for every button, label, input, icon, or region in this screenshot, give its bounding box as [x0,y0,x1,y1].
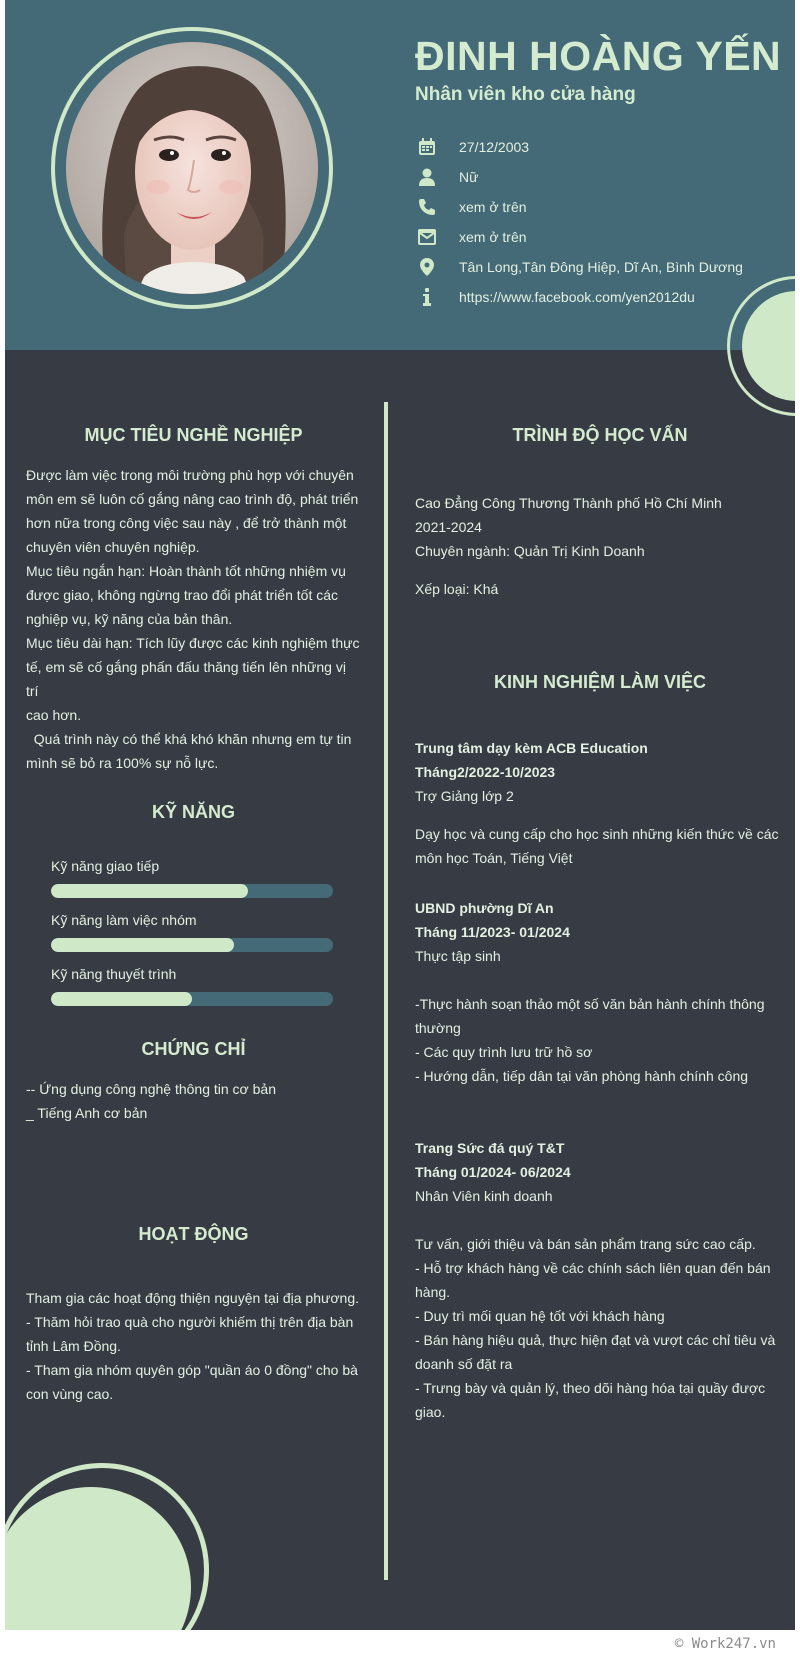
skill-bar-fill [51,938,234,952]
candidate-role: Nhân viên kho cửa hàng [415,84,636,105]
contact-item-facebook [415,282,743,312]
text-line: Tham gia các hoạt động thiện nguyện tại địa phương. [26,1290,359,1306]
column-divider [384,402,388,1580]
job-period: Tháng2/2022-10/2023 [415,764,556,780]
contact-item-address [415,252,743,282]
text-line: tỉnh Lâm Đồng. [26,1338,121,1354]
info-icon [415,287,439,307]
job-detail: hàng. [415,1284,451,1300]
contact-phone: xem ở trên [459,199,527,215]
job-company: UBND phường Dĩ An [415,900,554,916]
skill-bar-fill [51,992,192,1006]
phone-icon [415,197,439,217]
candidate-name: ĐINH HOÀNG YẾN [415,33,782,79]
education-block [415,491,785,601]
skill-bar [51,992,333,1006]
education-major: Chuyên ngành: Quản Trị Kinh Doanh [415,543,645,559]
objective-text [26,463,361,775]
education-grade: Xếp loại: Khá [415,581,499,597]
job-detail: - Bán hàng hiệu quả, thực hiện đạt và vượt các chỉ tiêu và [415,1332,776,1348]
job-position: Nhân Viên kinh doanh [415,1188,553,1204]
avatar [66,42,318,294]
text-line: con vùng cao. [26,1386,114,1402]
text-line: - Tham gia nhóm quyên góp "quần áo 0 đồng" cho bà [26,1362,358,1378]
experience-item [415,1136,785,1424]
text-line: Quá trình này có thể khá khó khăn nhưng em tự tin [26,731,352,747]
education-school: Cao Đẳng Công Thương Thành phố Hồ Chí Minh [415,495,722,511]
job-detail: - Duy trì mối quan hệ tốt với khách hàng [415,1308,665,1324]
text-line: Mục tiêu dài hạn: Tích lũy được các kinh nghiệm thực [26,635,360,651]
text-line: - Thăm hỏi trao quà cho người khiếm thị trên địa bàn [26,1314,354,1330]
cv-page [5,0,795,1630]
watermark: © Work247.vn [674,1636,776,1652]
contact-address: Tân Long,Tân Đông Hiệp, Dĩ An, Bình Dương [459,259,743,275]
contact-birthday: 27/12/2003 [459,139,530,155]
skill-bar [51,938,333,952]
portrait-photo [66,42,318,294]
job-position: Trợ Giảng lớp 2 [415,788,514,804]
skill-bar-fill [51,884,248,898]
job-detail: giao. [415,1404,446,1420]
experience-heading: KINH NGHIỆM LÀM VIỆC [493,672,706,692]
text-line: được giao, không ngừng trao đổi phát triển tốt các [26,587,339,603]
contact-email: xem ở trên [459,229,527,245]
job-detail: - Hỗ trợ khách hàng về các chính sách liên quan đến bán [415,1260,771,1276]
job-period: Tháng 01/2024- 06/2024 [415,1164,571,1180]
certificates-heading: CHỨNG CHỈ [141,1039,246,1059]
text-line: chuyên viên chuyên nghiệp. [26,539,200,555]
objective-heading: MỤC TIÊU NGHỀ NGHIỆP [84,425,303,445]
mail-icon [415,227,439,247]
text-line: Mục tiêu ngắn hạn: Hoàn thành tốt những nhiệm vụ [26,563,346,579]
job-detail: thường [415,1020,461,1036]
activities-heading: HOẠT ĐỘNG [138,1224,249,1244]
job-company: Trung tâm dạy kèm ACB Education [415,740,648,756]
skill-bar [51,884,333,898]
activities-text [26,1286,361,1406]
contact-item-birthday [415,132,743,162]
text-line: nghiệp vụ, kỹ năng của bản thân. [26,611,233,627]
contact-item-phone [415,192,743,222]
skills-heading: KỸ NĂNG [151,802,235,822]
job-detail: - Hướng dẫn, tiếp dân tại văn phòng hành chính công [415,1068,749,1084]
contact-list [415,132,743,312]
job-period: Tháng 11/2023- 01/2024 [415,924,570,940]
job-detail: - Các quy trình lưu trữ hồ sơ [415,1044,593,1060]
education-heading: TRÌNH ĐỘ HỌC VẤN [512,425,688,445]
skill-label: Kỹ năng làm việc nhóm [51,912,197,928]
job-detail: Tư vấn, giới thiệu và bán sản phẩm trang sức cao cấp. [415,1236,756,1252]
text-line: cao hơn. [26,707,82,723]
skill-label: Kỹ năng thuyết trình [51,966,177,982]
contact-item-email [415,222,743,252]
job-company: Trang Sức đá quý T&T [415,1140,565,1156]
certificate-item: _ Tiếng Anh cơ bản [26,1105,148,1121]
contact-item-gender [415,162,743,192]
location-pin-icon [415,257,439,277]
experience-item [415,736,785,870]
contact-facebook-link[interactable]: https://www.facebook.com/yen2012du [459,289,695,305]
certificates-list [26,1077,361,1125]
experience-item [415,896,785,1088]
text-line: Được làm việc trong môi trường phù hợp với chuyên [26,467,354,483]
text-line: tế, em sẽ cố gắng phấn đấu thăng tiến lên những vị trí [26,659,346,699]
job-detail: môn học Toán, Tiếng Việt [415,850,573,866]
job-detail: -Thực hành soạn thảo một số văn bản hành chính thông [415,996,765,1012]
job-detail: doanh số đặt ra [415,1356,513,1372]
calendar-icon [415,137,439,157]
contact-gender: Nữ [459,169,479,185]
education-years: 2021-2024 [415,519,482,535]
job-detail: - Trưng bày và quản lý, theo dõi hàng hóa tại quầy được [415,1380,766,1396]
user-icon [415,167,439,187]
text-line: mình sẽ bỏ ra 100% sự nỗ lực. [26,755,219,771]
job-position: Thực tập sinh [415,948,501,964]
text-line: môn em sẽ luôn cố gắng nâng cao trình độ, phát triển [26,491,359,507]
certificate-item: -- Ứng dụng công nghệ thông tin cơ bản [26,1081,276,1097]
job-detail: Dạy học và cung cấp cho học sinh những kiến thức về các [415,826,779,842]
text-line: hơn nữa trong công việc sau này , để trở thành một [26,515,347,531]
skill-label: Kỹ năng giao tiếp [51,858,160,874]
